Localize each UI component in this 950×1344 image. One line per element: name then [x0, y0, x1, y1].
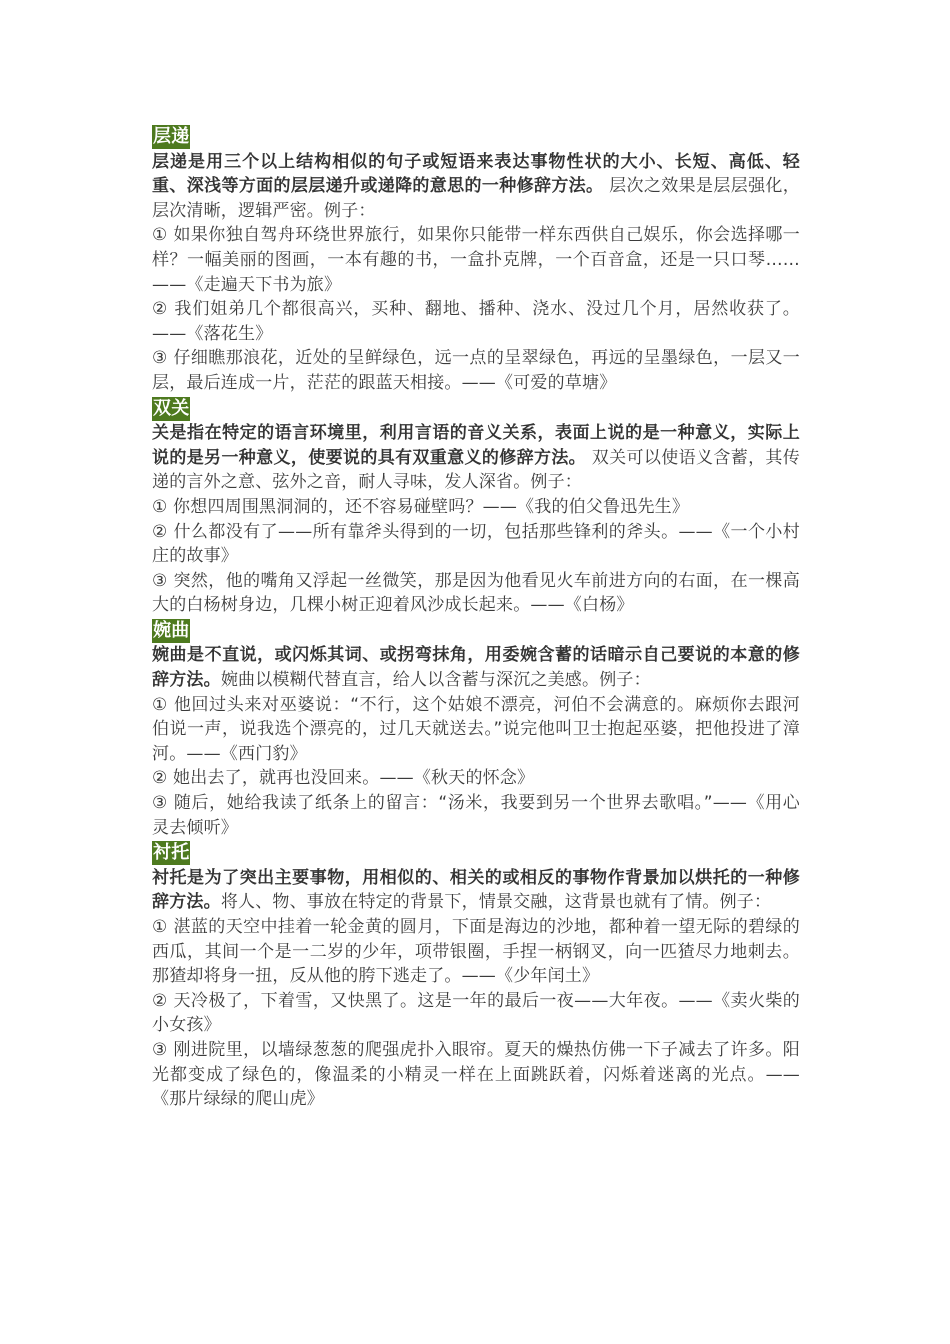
example-item: ① 如果你独自驾舟环绕世界旅行，如果你只能带一样东西供自己娱乐，你会选择哪一样？一幅美丽的图画，一本有趣的书，一盒扑克牌，一个百音盒，还是一只口琴…… ——《走遍天下书为旅》: [152, 225, 800, 295]
example-item: ① 他回过头来对巫婆说：“不行，这个姑娘不漂亮，河伯不会满意的。麻烦你去跟河伯说一声，说我选个漂亮的，过几天就送去。”说完他叫卫士抱起巫婆，把他投进了漳河。——《西门豹》: [152, 694, 800, 764]
definition-text: 婉曲是不直说，或闪烁其词、或拐弯抹角，用委婉含蓄的话暗示自己要说的本意的修辞方法。: [152, 645, 800, 691]
section-heading: 衬托: [153, 842, 190, 864]
section-intro: [152, 421, 800, 495]
section-chentuo: [152, 840, 800, 1112]
section-heading: 层递: [153, 126, 190, 147]
document-body: [152, 124, 800, 1112]
example-item: ② 天冷极了，下着雪，又快黑了。这是一年的最后一夜——大年夜。——《卖火柴的小女孩》: [152, 990, 800, 1036]
example-item: ② 她出去了，就再也没回来。——《秋天的怀念》: [152, 768, 535, 789]
section-intro: [152, 150, 800, 224]
example-item: ② 什么都没有了——所有靠斧头得到的一切，包括那些锋利的斧头。——《一个小村庄的故事》: [152, 521, 800, 567]
definition-text: 衬托是为了突出主要事物，用相似的、相关的或相反的事物作背景加以烘托的一种修辞方法。: [152, 867, 800, 913]
definition-text: 关是指在特定的语言环境里，利用言语的音义关系，表面上说的是一种意义，实际上说的是另一种意义，使要说的具有双重意义的修辞方法。: [152, 423, 800, 468]
example-item: ③ 随后，她给我读了纸条上的留言：“汤米，我要到另一个世界去歌唱。”——《用心灵去倾听》: [152, 793, 800, 838]
example-item: ② 我们姐弟几个都很高兴，买种、翻地、播种、浇水、没过几个月，居然收获了。——《落花生》: [152, 299, 800, 344]
example-item: ③ 突然，他的嘴角又浮起一丝微笑，那是因为他看见火车前进方向的右面，在一棵高大的白杨树身边，几棵小树正迎着风沙成长起来。——《白杨》: [152, 570, 800, 616]
explanation-text: 将人、物、事放在特定的背景下，情景交融，这背景也就有了情。例子：: [220, 892, 772, 913]
section-shuangguan: [152, 396, 800, 618]
section-cengdi: [152, 124, 800, 396]
explanation-text: 层次之效果是层层强化，层次清晰，逻辑严密。例子：: [152, 176, 800, 221]
explanation-text: 婉曲以模糊代替直言，给人以含蓄与深沉之美感。例子：: [220, 670, 651, 691]
example-item: ① 湛蓝的天空中挂着一轮金黄的圆月，下面是海边的沙地，都种着一望无际的碧绿的西瓜，其间一个是一二岁的少年，项带银圈，手捏一柄钢叉，向一匹猹尽力地刺去。那猹却将身一扭，反从他的胯下逃走了。——《少年闰土》: [152, 917, 800, 987]
section-intro: [152, 866, 800, 915]
example-item: ③ 刚进院里，以墙绿葱葱的爬强虎扑入眼帘。夏天的燥热仿佛一下子减去了许多。阳光都变成了绿色的，像温柔的小精灵一样在上面跳跃着，闪烁着迷离的光点。——《那片绿绿的爬山虎》: [152, 1039, 800, 1110]
section-intro: [152, 643, 800, 692]
section-heading: 婉曲: [153, 619, 190, 641]
section-wanqu: [152, 618, 800, 840]
example-item: ① 你想四周围黑洞洞的，还不容易碰壁吗？——《我的伯父鲁迅先生》: [152, 496, 690, 517]
definition-text: 层递是用三个以上结构相似的句子或短语来表达事物性状的大小、长短、高低、轻重、深浅等方面的层层递升或递降的意思的一种修辞方法。: [152, 151, 800, 197]
explanation-text: 双关可以使语义含蓄，其传递的言外之意、弦外之音，耐人寻味，发人深省。例子：: [152, 447, 800, 493]
example-item: ③ 仔细瞧那浪花，近处的呈鲜绿色，远一点的呈翠绿色，再远的呈墨绿色，一层又一层，最后连成一片，茫茫的跟蓝天相接。——《可爱的草塘》: [152, 348, 800, 393]
section-heading: 双关: [153, 397, 190, 419]
